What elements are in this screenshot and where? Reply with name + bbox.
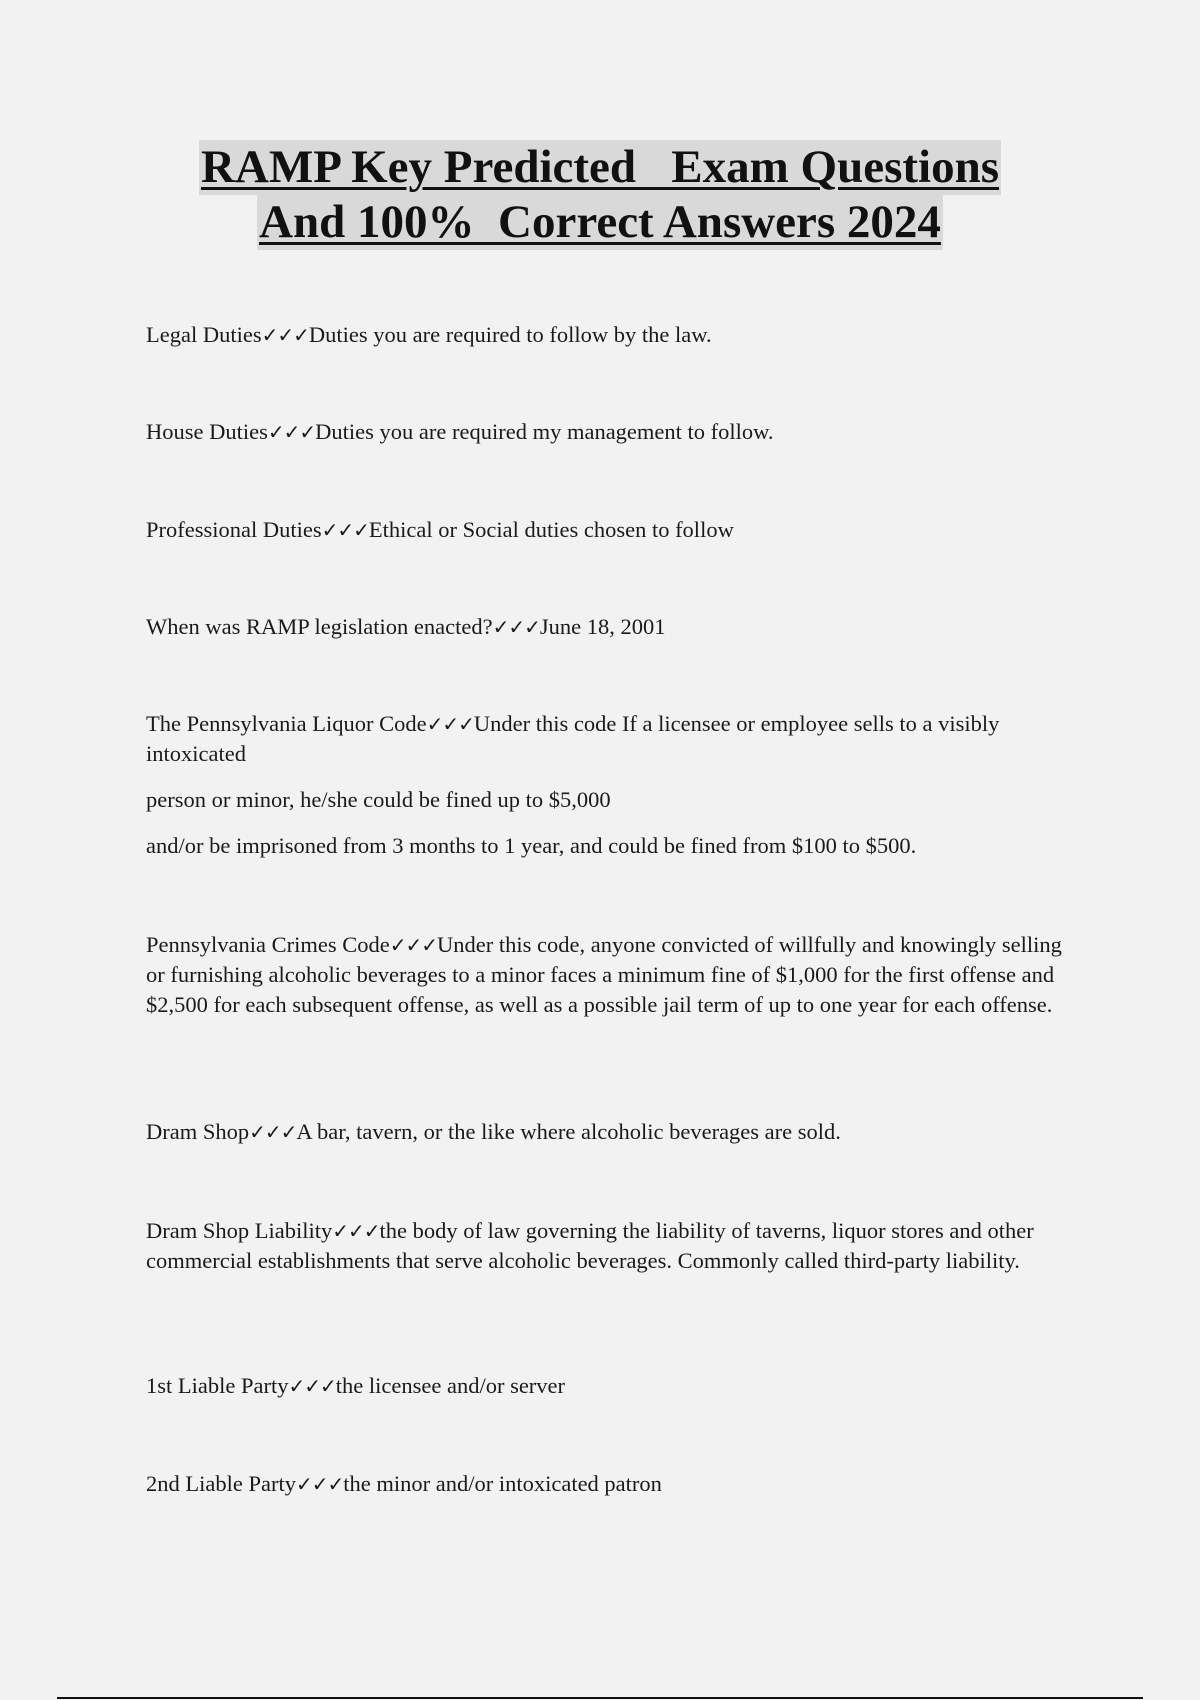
entry-definition: June 18, 2001 — [539, 614, 666, 639]
title-line-1: RAMP Key Predicted Exam Questions — [200, 141, 1000, 193]
entry-definition: Ethical or Social duties chosen to follow — [368, 517, 734, 542]
entry-definition: Under this code, anyone convicted of willfully and knowingly selling or furnishing alcoholic beverages to a minor faces a minimum fine of $1,000 for the first offense and $2,500 for each subsequent offense, as well as a possible jail term of up to one year for each offense. — [146, 932, 1062, 1017]
triple-check-icon: ✓✓✓ — [295, 1472, 344, 1496]
footer-divider — [57, 1697, 1143, 1699]
entry-term: Dram Shop Liability — [146, 1218, 333, 1243]
entry-definition-continued: person or minor, he/she could be fined up to $5,000 — [146, 787, 611, 812]
entry-definition: Duties you are required to follow by the law. — [308, 322, 712, 347]
qa-entry-legal-duties — [146, 320, 1066, 350]
entry-definition: A bar, tavern, or the like where alcoholic beverages are sold. — [296, 1119, 841, 1144]
qa-entry-1st-liable-party — [146, 1371, 1066, 1401]
entry-term: Professional Duties — [146, 517, 322, 542]
qa-entry-crimes-code — [146, 930, 1066, 1020]
triple-check-icon: ✓✓✓ — [288, 1374, 336, 1398]
entry-definition: Under this code If a licensee or employee sells to a visibly intoxicated — [146, 711, 1000, 766]
triple-check-icon: ✓✓✓ — [261, 323, 309, 347]
triple-check-icon: ✓✓✓ — [267, 420, 316, 444]
document-title — [0, 140, 1200, 250]
triple-check-icon: ✓✓✓ — [321, 518, 369, 542]
qa-entry-2nd-liable-party — [146, 1469, 1066, 1499]
entry-term: When was RAMP legislation enacted? — [146, 614, 493, 639]
entry-definition: the minor and/or intoxicated patron — [343, 1471, 662, 1496]
qa-entry-professional-duties — [146, 515, 1066, 545]
entry-term: Legal Duties — [146, 322, 262, 347]
entry-term: Dram Shop — [146, 1119, 250, 1144]
triple-check-icon: ✓✓✓ — [332, 1219, 380, 1243]
qa-entry-house-duties — [146, 417, 1066, 447]
entry-term: House Duties — [146, 419, 268, 444]
title-line-2: And 100% Correct Answers 2024 — [259, 196, 941, 248]
entry-term: 1st Liable Party — [146, 1373, 289, 1398]
entry-definition: the body of law governing the liability of taverns, liquor stores and other commercial establishments that serve alcoholic beverages. Commonly called third-party liability. — [146, 1218, 1034, 1273]
entry-term: Pennsylvania Crimes Code — [146, 932, 390, 957]
entry-term: The Pennsylvania Liquor Code — [146, 711, 427, 736]
entry-definition: Duties you are required my management to follow. — [315, 419, 774, 444]
triple-check-icon: ✓✓✓ — [426, 712, 474, 736]
entry-definition: the licensee and/or server — [335, 1373, 566, 1398]
triple-check-icon: ✓✓✓ — [249, 1120, 297, 1144]
entry-definition-continued: and/or be imprisoned from 3 months to 1 year, and could be fined from $100 to $500. — [146, 833, 917, 858]
entry-term: 2nd Liable Party — [146, 1471, 296, 1496]
qa-entry-dram-shop-liability — [146, 1216, 1066, 1276]
qa-entry-dram-shop — [146, 1117, 1066, 1147]
qa-entry-ramp-enacted — [146, 612, 1066, 642]
qa-entry-liquor-code — [146, 709, 1066, 861]
triple-check-icon: ✓✓✓ — [389, 933, 438, 957]
triple-check-icon: ✓✓✓ — [492, 615, 540, 639]
